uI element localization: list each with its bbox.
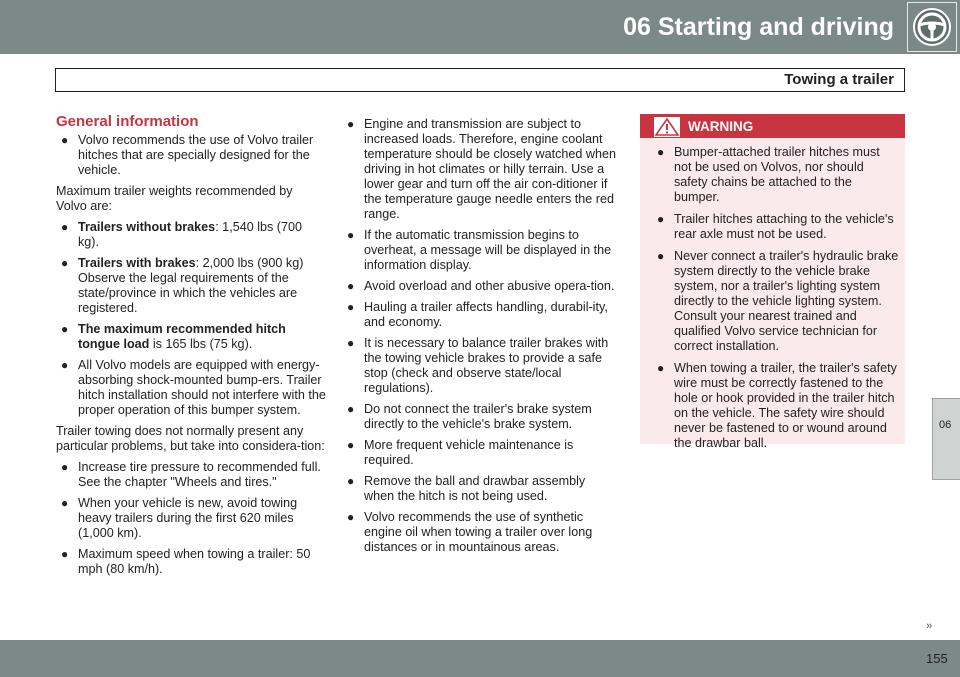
list-item-text: All Volvo models are equipped with energy-absorbing shock-mounted bump-ers. Trailer hitch installation should not interfere with the proper operation of this bumper system. xyxy=(78,358,326,417)
list-item-text: When your vehicle is new, avoid towing heavy trailers during the first 620 miles (1,000 km). xyxy=(78,496,298,540)
bullet-icon: ● xyxy=(61,322,69,336)
bullet-list xyxy=(56,133,326,178)
warning-box xyxy=(640,114,905,450)
side-tab-label: 06 xyxy=(939,419,952,431)
bullet-icon: ● xyxy=(347,402,355,416)
weight-text: : 2,000 lbs (900 kg) Observe the legal requirements of the state/province in which the vehicles are registered. xyxy=(78,256,304,315)
list-item xyxy=(56,547,326,577)
weight-label: Trailers without brakes xyxy=(78,220,216,234)
steering-wheel-icon xyxy=(912,7,952,47)
bullet-icon: ● xyxy=(61,547,69,561)
weights-list xyxy=(56,220,326,418)
column-general-info xyxy=(56,114,326,583)
list-item xyxy=(56,358,326,418)
next-page-chevrons[interactable]: ›› xyxy=(926,620,932,632)
footer-bar xyxy=(0,640,960,677)
weight-text: : 1,540 lbs (700 kg). xyxy=(78,220,303,249)
bullet-icon: ● xyxy=(347,438,355,452)
section-title: Towing a trailer xyxy=(784,71,894,88)
list-item-text: Never connect a trailer's hydraulic brake system directly to the vehicle brake system, nor a trailer's lighting system directly to the vehicle lighting system. Consult your nearest trained and qualified Volvo service technician for correct installation. xyxy=(674,249,899,353)
bullet-icon: ● xyxy=(657,249,665,263)
list-item xyxy=(652,145,899,205)
towing-notes-list xyxy=(342,117,617,555)
list-item-text: If the automatic transmission begins to overheat, a message will be displayed in the information display. xyxy=(364,228,612,272)
list-item xyxy=(342,510,617,555)
bullet-icon: ● xyxy=(61,358,69,372)
list-item-text: Do not connect the trailer's brake system directly to the vehicle's brake system. xyxy=(364,402,592,431)
bullet-icon: ● xyxy=(657,145,665,159)
warning-triangle-icon xyxy=(654,117,680,137)
bullet-icon: ● xyxy=(61,496,69,510)
considerations-list xyxy=(56,460,326,577)
list-item xyxy=(56,133,326,178)
list-item-text: Remove the ball and drawbar assembly when the hitch is not being used. xyxy=(364,474,586,503)
chapter-logo xyxy=(907,2,957,52)
paragraph: Trailer towing does not normally present any particular problems, but take into considera-tion: xyxy=(56,424,325,453)
list-item xyxy=(56,496,326,541)
list-item xyxy=(342,228,617,273)
list-item xyxy=(652,361,899,451)
bullet-icon: ● xyxy=(347,279,355,293)
list-item xyxy=(342,438,617,468)
warning-header xyxy=(640,114,905,138)
chapter-title: 06 Starting and driving xyxy=(623,13,894,41)
list-item-text: Maximum speed when towing a trailer: 50 mph (80 km/h). xyxy=(78,547,311,576)
list-item-text: Hauling a trailer affects handling, durabil-ity, and economy. xyxy=(364,300,608,329)
list-item xyxy=(652,249,899,354)
column-towing-notes xyxy=(342,117,617,561)
bullet-icon: ● xyxy=(61,220,69,234)
list-item xyxy=(56,322,326,352)
weight-label: The maximum recommended hitch tongue load xyxy=(78,322,286,351)
bullet-icon: ● xyxy=(347,228,355,242)
list-item-text: Trailer hitches attaching to the vehicle's rear axle must not be used. xyxy=(674,212,894,241)
list-item xyxy=(342,300,617,330)
bullet-icon: ● xyxy=(347,474,355,488)
list-item xyxy=(342,279,617,294)
bullet-icon: ● xyxy=(347,300,355,314)
weight-text: is 165 lbs (75 kg). xyxy=(149,337,253,351)
warning-body xyxy=(640,138,905,451)
bullet-icon: ● xyxy=(657,361,665,375)
page-number: 155 xyxy=(926,651,948,666)
bullet-icon: ● xyxy=(347,336,355,350)
list-item-text: Increase tire pressure to recommended full. See the chapter "Wheels and tires." xyxy=(78,460,321,489)
list-item xyxy=(342,402,617,432)
bullet-icon: ● xyxy=(657,212,665,226)
list-item xyxy=(342,117,617,222)
header-bar xyxy=(0,0,960,54)
list-item xyxy=(56,220,326,250)
bullet-icon: ● xyxy=(61,460,69,474)
warning-title: WARNING xyxy=(688,119,754,134)
list-item xyxy=(342,474,617,504)
list-item-text: Volvo recommends the use of Volvo trailer hitches that are specially designed for the vehicle. xyxy=(78,133,314,177)
list-item-text: When towing a trailer, the trailer's safety wire must be correctly fastened to the hole or hook provided in the trailer hitch on the vehicle. The safety wire should never be fastened to or wound around the drawbar ball. xyxy=(674,361,897,450)
list-item xyxy=(652,212,899,242)
weight-label: Trailers with brakes xyxy=(78,256,196,270)
bullet-icon: ● xyxy=(347,117,355,131)
list-item-text: It is necessary to balance trailer brakes with the towing vehicle brakes to provide a safe stop (check and observe state/local regulations). xyxy=(364,336,609,395)
warning-list xyxy=(652,145,899,451)
list-item-text: Bumper-attached trailer hitches must not be used on Volvos, nor should safety chains be attached to the bumper. xyxy=(674,145,880,204)
section-header xyxy=(55,68,905,92)
list-item xyxy=(56,256,326,316)
bullet-icon: ● xyxy=(347,510,355,524)
general-info-heading: General information xyxy=(56,113,199,130)
bullet-icon: ● xyxy=(61,133,69,147)
list-item-text: Avoid overload and other abusive opera-tion. xyxy=(364,279,615,293)
paragraph: Maximum trailer weights recommended by Volvo are: xyxy=(56,184,293,213)
list-item-text: Engine and transmission are subject to increased loads. Therefore, engine coolant temperature should be closely watched when driving in hot climates or hilly terrain. Use a lower gear and turn off the air con-ditioner if the temperature gauge needle enters the red range. xyxy=(364,117,617,221)
list-item xyxy=(56,460,326,490)
chapter-side-tab[interactable] xyxy=(932,398,960,480)
list-item xyxy=(342,336,617,396)
list-item-text: Volvo recommends the use of synthetic engine oil when towing a trailer over long distances or in mountainous areas. xyxy=(364,510,593,554)
bullet-icon: ● xyxy=(61,256,69,270)
list-item-text: More frequent vehicle maintenance is required. xyxy=(364,438,574,467)
